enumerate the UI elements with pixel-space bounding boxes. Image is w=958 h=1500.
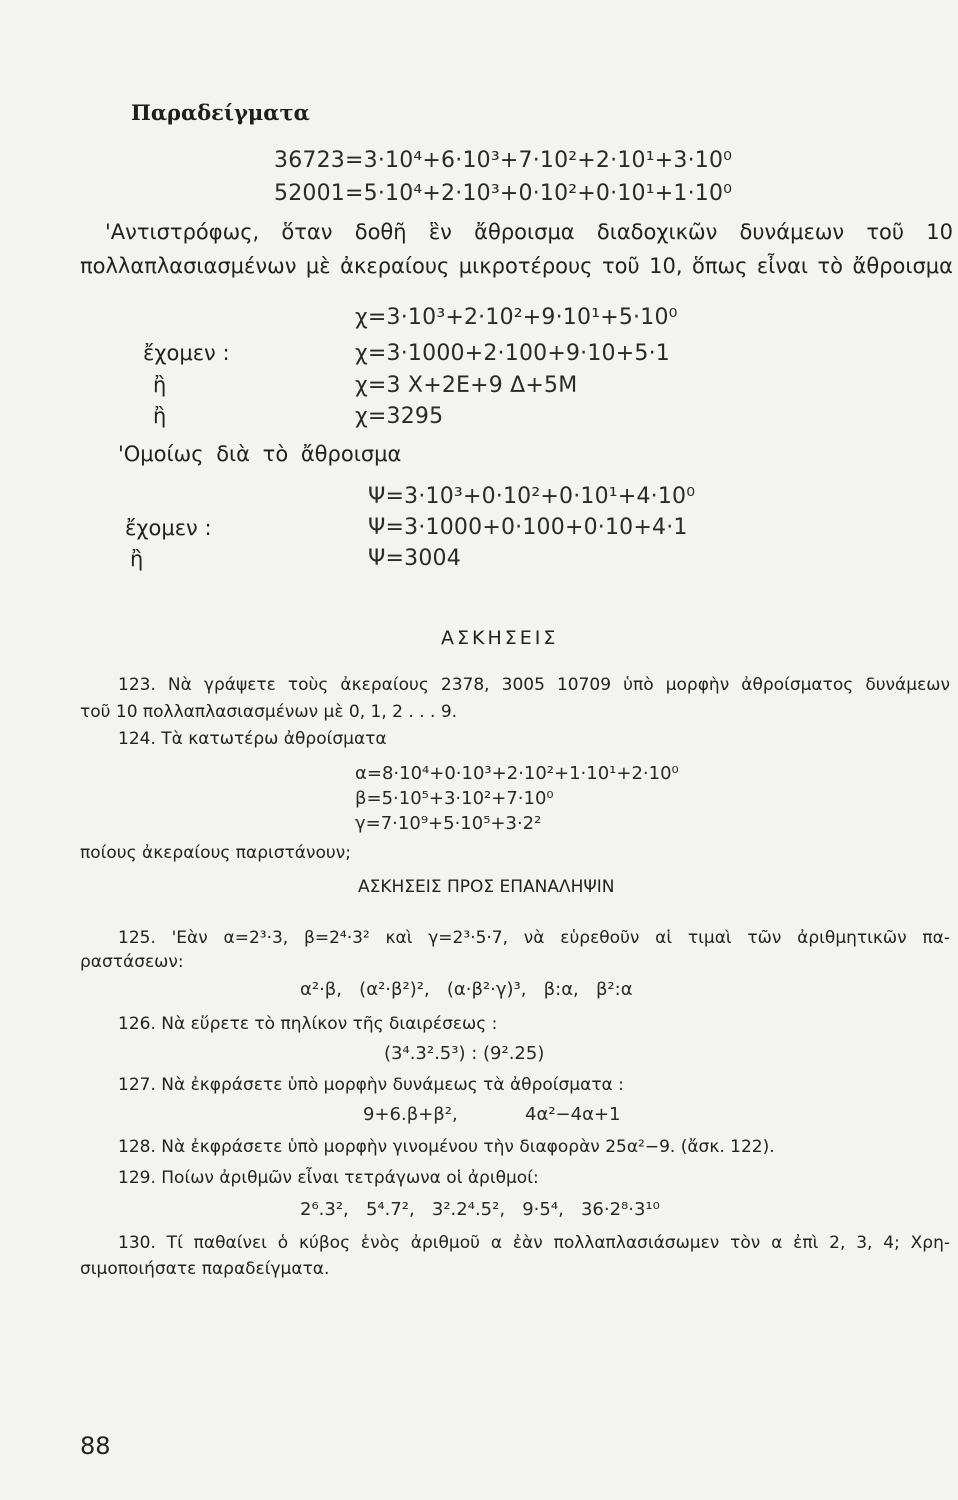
- exercise-130-line-1: 130. Τί παθαίνει ὁ κύβος ἑνὸς ἀριθμοῦ α ἐὰν πολλαπλασιάσωμεν τὸν α ἐπὶ 2, 3, 4; Χρη-: [118, 1233, 950, 1253]
- paragraph-line-2: πολλαπλασιασμένων μὲ ἀκεραίους μικροτέρους τοῦ 10, ὅπως εἶναι τὸ ἄθροισμα: [80, 254, 953, 278]
- chi-equation-1: χ=3·10³+2·10²+9·10¹+5·10⁰: [355, 305, 678, 330]
- psi-equation-1: Ψ=3·10³+0·10²+0·10¹+4·10⁰: [368, 484, 696, 509]
- exercise-124-question: ποίους ἀκεραίους παριστάνουν;: [80, 843, 351, 863]
- similarly-text: 'Ομοίως διὰ τὸ ἄθροισμα: [118, 442, 402, 466]
- exercise-126-line-1: 126. Νὰ εὕρετε τὸ πηλίκον τῆς διαιρέσεως :: [118, 1014, 498, 1034]
- exercise-123-line-1: 123. Νὰ γράψετε τοὺς ἀκεραίους 2378, 3005 10709 ὑπὸ μορφὴν ἀθροίσματος δυνάμεων: [118, 675, 950, 695]
- exercise-124-gamma: γ=7·10⁹+5·10⁵+3·2²: [355, 813, 542, 834]
- example-36723: 36723=3·10⁴+6·10³+7·10²+2·10¹+3·10⁰: [274, 148, 733, 173]
- psi-equation-2: Ψ=3·1000+0·100+0·10+4·1: [368, 515, 688, 540]
- exercise-123-line-2: τοῦ 10 πολλαπλασιασμένων μὲ 0, 1, 2 . . . 9.: [80, 702, 458, 722]
- review-exercises-title: ΑΣΚΗΣΕΙΣ ΠΡΟΣ ΕΠΑΝΑΛΗΨΙΝ: [358, 877, 615, 897]
- page-number: 88: [80, 1432, 111, 1460]
- exercise-124-alpha: α=8·10⁴+0·10³+2·10²+1·10¹+2·10⁰: [355, 763, 679, 784]
- exercise-130-line-2: σιμοποιήσατε παραδείγματα.: [80, 1259, 330, 1279]
- chi-label-or-2: ἢ: [153, 404, 167, 428]
- exercise-124-line-1: 124. Τὰ κατωτέρω ἀθροίσματα: [118, 729, 387, 749]
- exercise-125-line-1: 125. 'Εὰν α=2³·3, β=2⁴·3² καὶ γ=2³·5·7, νὰ εὑρεθοῦν αἱ τιμαὶ τῶν ἀριθμητικῶν πα-: [118, 928, 950, 948]
- exercise-127-expression-1: 9+6.β+β²,: [363, 1104, 458, 1125]
- exercise-125-line-2: ραστάσεων:: [80, 952, 184, 972]
- exercise-127-expression-2: 4α²−4α+1: [525, 1104, 621, 1125]
- chi-equation-3: χ=3 Χ+2Ε+9 Δ+5Μ: [355, 373, 578, 398]
- exercise-124-beta: β=5·10⁵+3·10²+7·10⁰: [355, 788, 554, 809]
- example-52001: 52001=5·10⁴+2·10³+0·10²+0·10¹+1·10⁰: [274, 181, 733, 206]
- exercise-125-expressions: α²·β, (α²·β²)², (α·β²·γ)³, β:α, β²:α: [300, 979, 633, 1000]
- chi-equation-2: χ=3·1000+2·100+9·10+5·1: [355, 341, 670, 366]
- paragraph-line-1: 'Αντιστρόφως, ὅταν δοθῆ ἓν ἄθροισμα διαδοχικῶν δυνάμεων τοῦ 10: [105, 220, 953, 244]
- psi-label-exomen: ἔχομεν :: [125, 516, 212, 540]
- psi-label-or: ἢ: [130, 547, 144, 571]
- exercise-129-line-1: 129. Ποίων ἀριθμῶν εἶναι τετράγωνα οἱ ἀριθμοί:: [118, 1168, 539, 1188]
- examples-heading: Παραδείγματα: [131, 100, 310, 125]
- chi-equation-4: χ=3295: [355, 404, 444, 429]
- psi-equation-3: Ψ=3004: [368, 546, 461, 571]
- chi-label-or-1: ἢ: [153, 373, 167, 397]
- chi-label-exomen: ἔχομεν :: [143, 341, 230, 365]
- exercises-title: ΑΣΚΗΣΕΙΣ: [441, 627, 559, 649]
- exercise-126-expression: (3⁴.3².5³) : (9².25): [384, 1043, 545, 1064]
- exercise-129-expressions: 2⁶.3², 5⁴.7², 3².2⁴.5², 9·5⁴, 36·2⁸·3¹⁰: [300, 1199, 660, 1220]
- exercise-127-line-1: 127. Νὰ ἐκφράσετε ὑπὸ μορφὴν δυνάμεως τὰ ἀθροίσματα :: [118, 1075, 624, 1095]
- exercise-128-line-1: 128. Νὰ ἐκφράσετε ὑπὸ μορφὴν γινομένου τὴν διαφορὰν 25α²−9. (ἄσκ. 122).: [118, 1137, 775, 1157]
